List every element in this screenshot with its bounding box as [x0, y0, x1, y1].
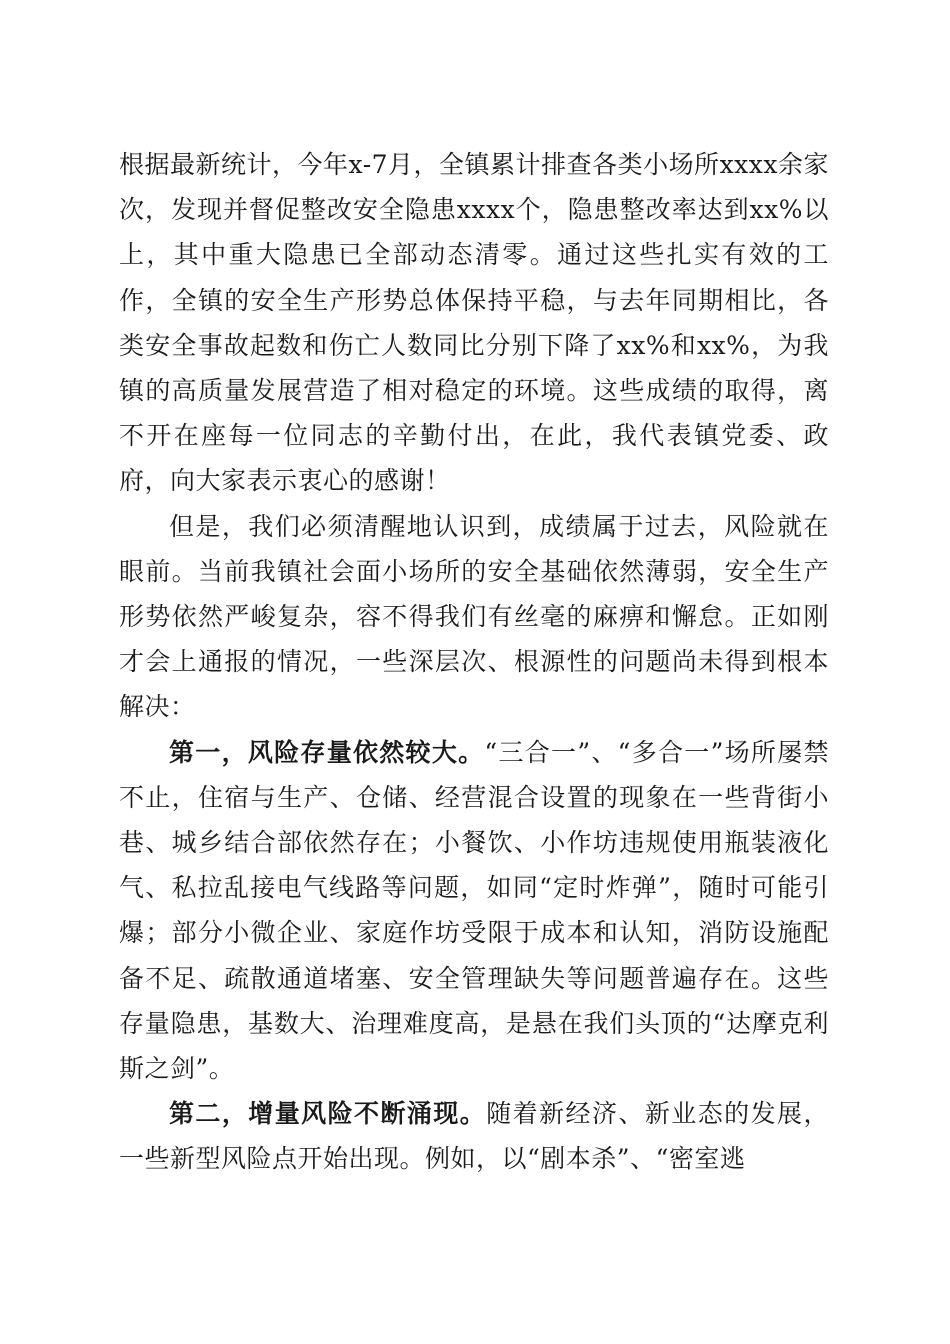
paragraph-point-two [119, 1091, 829, 1181]
paragraph-lead-heading: 第二，增量风险不断涌现。 [169, 1099, 487, 1129]
paragraph-point-one [119, 730, 829, 1092]
paragraph-text: 随着新经济、新业态的发展，一些新型风险点开始出现。例如，以“剧本杀”、“密室逃 [119, 1099, 829, 1174]
paragraph-risk-intro [119, 504, 829, 730]
paragraph-text: 但是，我们必须清醒地认识到，成绩属于过去，风险就在眼前。当前我镇社会面小场所的安全基础依然薄弱，安全生产形势依然严峻复杂，容不得我们有丝毫的麻痹和懈怠。正如刚才会上通报的情况，一些深层次、根源性的问题尚未得到根本解决： [119, 511, 829, 722]
paragraph-text: “三合一”、“多合一”场所屡禁不止，住宿与生产、仓储、经营混合设置的现象在一些背街小巷、城乡结合部依然存在；小餐饮、小作坊违规使用瓶装液化气、私拉乱接电气线路等问题，如同“定时炸弹”，随时可能引爆；部分小微企业、家庭作坊受限于成本和认知，消防设施配备不足、疏散通道堵塞、安全管理缺失等问题普遍存在。这些存量隐患，基数大、治理难度高，是悬在我们头顶的“达摩克利斯之剑”。 [119, 737, 829, 1084]
paragraph-text: 根据最新统计，今年x-7月，全镇累计排查各类小场所xxxx余家次，发现并督促整改安全隐患xxxx个，隐患整改率达到xx%以上，其中重大隐患已全部动态清零。通过这些扎实有效的工作，全镇的安全生产形势总体保持平稳，与去年同期相比，各类安全事故起数和伤亡人数同比分别下降了xx%和xx%，为我镇的高质量发展营造了相对稳定的环境。这些成绩的取得，离不开在座每一位同志的辛勤付出，在此，我代表镇党委、政府，向大家表示衷心的感谢！ [119, 150, 829, 496]
paragraph-statistics [119, 142, 829, 504]
paragraph-lead-heading: 第一，风险存量依然较大。 [169, 737, 485, 767]
document-body [119, 142, 829, 1182]
